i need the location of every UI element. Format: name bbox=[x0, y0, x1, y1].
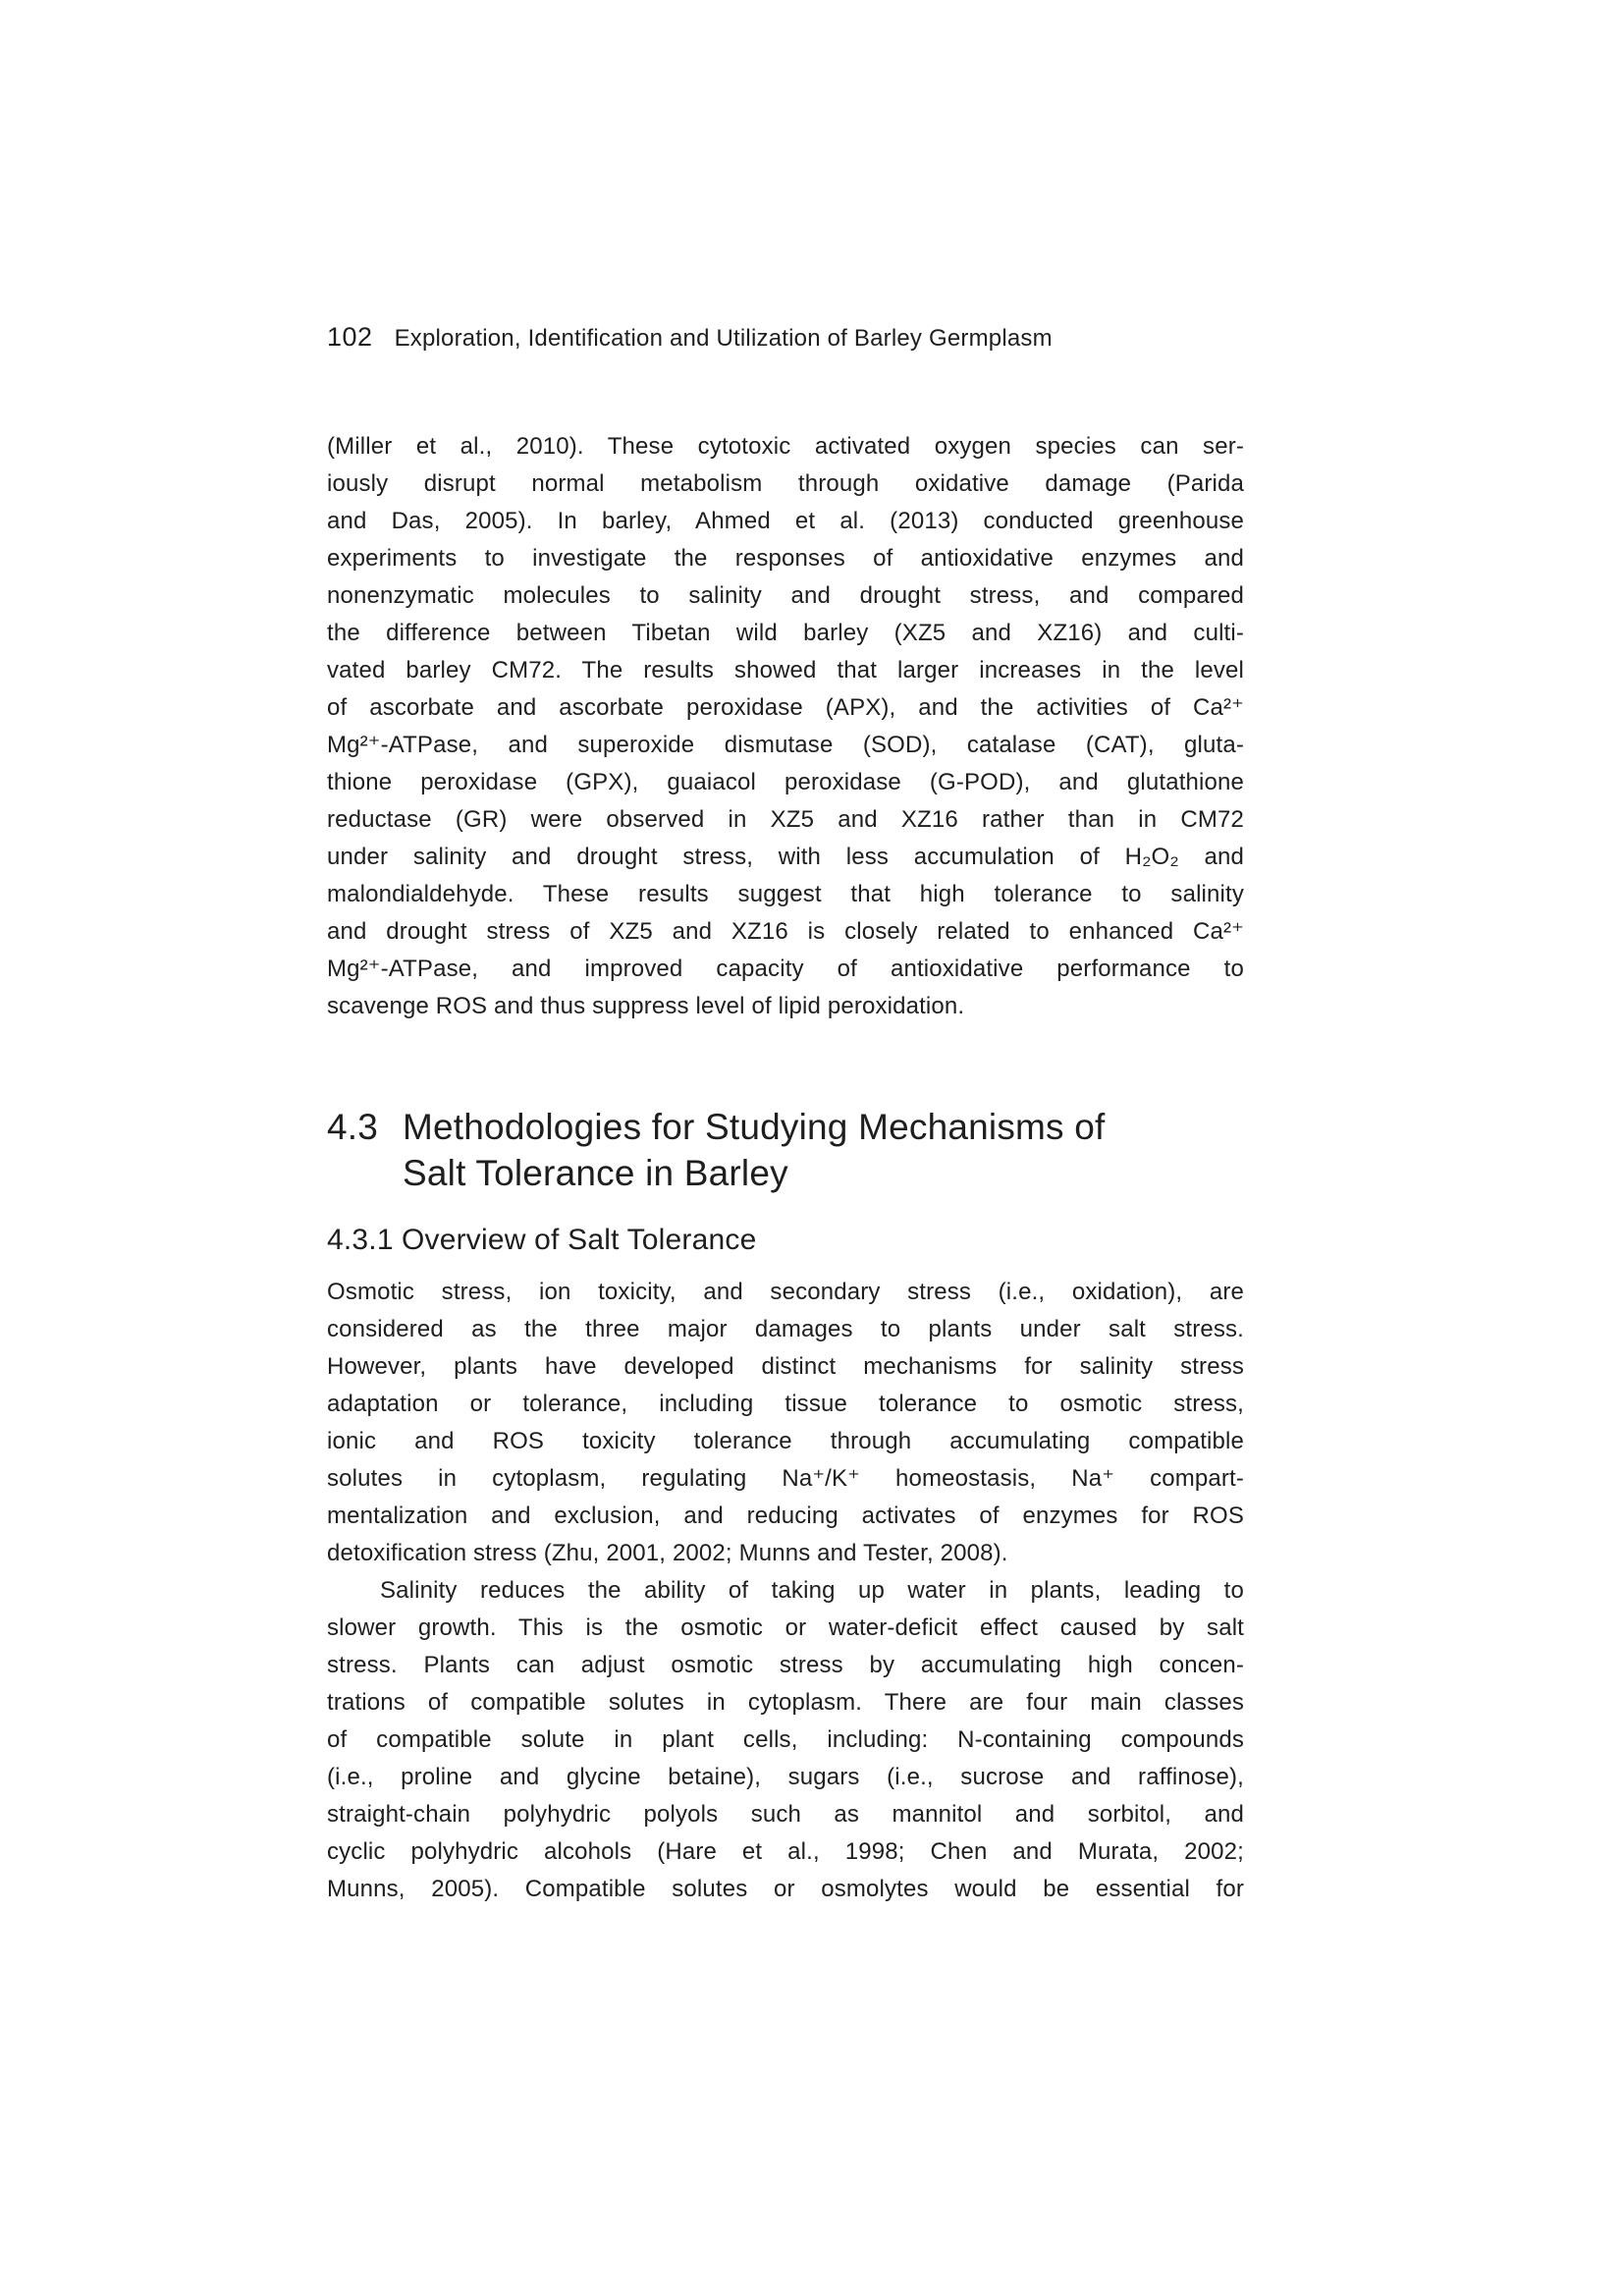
text-line: Munns, 2005). Compatible solutes or osmolytes would be essential for bbox=[327, 1876, 1244, 1902]
text-line: nonenzymatic molecules to salinity and drought stress, and compared bbox=[327, 582, 1244, 609]
text-line: ionic and ROS toxicity tolerance through accumulating compatible bbox=[327, 1428, 1244, 1454]
text-line: Mg²⁺-ATPase, and superoxide dismutase (SOD), catalase (CAT), gluta- bbox=[327, 732, 1244, 758]
paragraph-1 bbox=[327, 428, 1244, 1025]
text-line: (Miller et al., 2010). These cytotoxic activated oxygen species can ser- bbox=[327, 433, 1244, 460]
text-line: Salinity reduces the ability of taking up water in plants, leading to bbox=[380, 1577, 1244, 1604]
subsection-number: 4.3.1 bbox=[327, 1224, 394, 1256]
subsection-heading bbox=[327, 1221, 1309, 1260]
text-line: Osmotic stress, ion toxicity, and secondary stress (i.e., oxidation), are bbox=[327, 1279, 1244, 1305]
text-line: malondialdehyde. These results suggest that high tolerance to salinity bbox=[327, 881, 1244, 907]
text-line: straight-chain polyhydric polyols such as mannitol and sorbitol, and bbox=[327, 1801, 1244, 1828]
text-line: iously disrupt normal metabolism through oxidative damage (Parida bbox=[327, 470, 1244, 497]
text-line: considered as the three major damages to plants under salt stress. bbox=[327, 1316, 1244, 1342]
text-line: reductase (GR) were observed in XZ5 and XZ16 rather than in CM72 bbox=[327, 806, 1244, 833]
page-number: 102 bbox=[327, 322, 373, 352]
text-line: thione peroxidase (GPX), guaiacol peroxidase (G-POD), and glutathione bbox=[327, 769, 1244, 795]
running-title: Exploration, Identification and Utilization of Barley Germplasm bbox=[394, 325, 1053, 352]
text-line: mentalization and exclusion, and reducing activates of enzymes for ROS bbox=[327, 1503, 1244, 1529]
text-line: slower growth. This is the osmotic or water-deficit effect caused by salt bbox=[327, 1614, 1244, 1641]
page-header bbox=[327, 320, 1244, 355]
text-line: stress. Plants can adjust osmotic stress by accumulating high concen- bbox=[327, 1652, 1244, 1678]
text-line: and drought stress of XZ5 and XZ16 is closely related to enhanced Ca²⁺ bbox=[327, 918, 1244, 945]
section-heading bbox=[327, 1104, 1309, 1196]
text-line: cyclic polyhydric alcohols (Hare et al., 1998; Chen and Murata, 2002; bbox=[327, 1838, 1244, 1865]
text-line: scavenge ROS and thus suppress level of lipid peroxidation. bbox=[327, 993, 965, 1019]
text-line: Mg²⁺-ATPase, and improved capacity of antioxidative performance to bbox=[327, 956, 1244, 982]
text-line: of ascorbate and ascorbate peroxidase (APX), and the activities of Ca²⁺ bbox=[327, 694, 1244, 721]
text-line: under salinity and drought stress, with less accumulation of H₂O₂ and bbox=[327, 844, 1244, 870]
text-line: trations of compatible solutes in cytoplasm. There are four main classes bbox=[327, 1689, 1244, 1716]
section-title-line1: Methodologies for Studying Mechanisms of bbox=[403, 1107, 1106, 1147]
subsection-title: Overview of Salt Tolerance bbox=[402, 1224, 757, 1256]
text-line: solutes in cytoplasm, regulating Na⁺/K⁺ homeostasis, Na⁺ compart- bbox=[327, 1465, 1244, 1492]
text-line: the difference between Tibetan wild barley (XZ5 and XZ16) and culti- bbox=[327, 620, 1244, 646]
text-line: and Das, 2005). In barley, Ahmed et al. (2013) conducted greenhouse bbox=[327, 508, 1244, 534]
text-line: adaptation or tolerance, including tissue tolerance to osmotic stress, bbox=[327, 1391, 1244, 1417]
section-title-line2: Salt Tolerance in Barley bbox=[403, 1153, 788, 1193]
section-number: 4.3 bbox=[327, 1107, 379, 1147]
text-line: experiments to investigate the responses of antioxidative enzymes and bbox=[327, 545, 1244, 572]
text-line: (i.e., proline and glycine betaine), sugars (i.e., sucrose and raffinose), bbox=[327, 1764, 1244, 1790]
text-line: of compatible solute in plant cells, including: N-containing compounds bbox=[327, 1726, 1244, 1753]
paragraph-3 bbox=[327, 1572, 1244, 1908]
text-line: vated barley CM72. The results showed that larger increases in the level bbox=[327, 657, 1244, 683]
text-line: detoxification stress (Zhu, 2001, 2002; Munns and Tester, 2008). bbox=[327, 1540, 1008, 1566]
paragraph-2 bbox=[327, 1274, 1244, 1572]
section-title bbox=[403, 1104, 1105, 1196]
text-line: However, plants have developed distinct mechanisms for salinity stress bbox=[327, 1353, 1244, 1380]
